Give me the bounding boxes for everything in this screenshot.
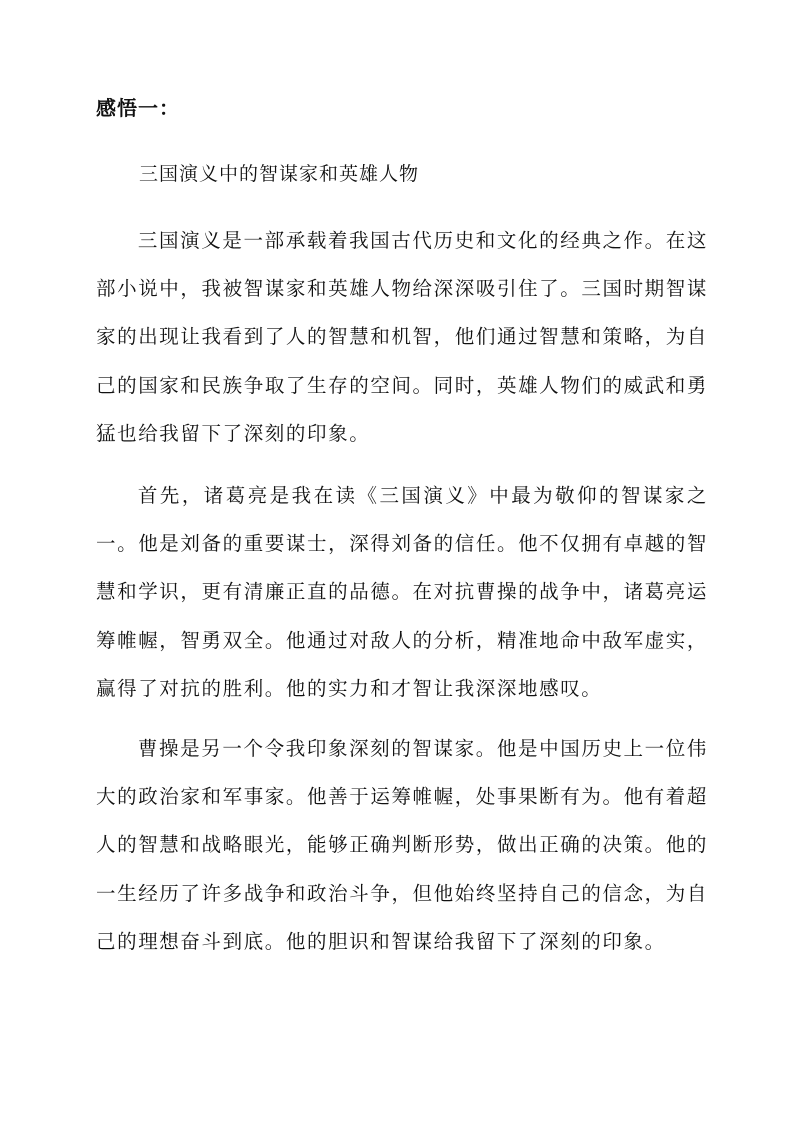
essay-subtitle: 三国演义中的智谋家和英雄人物	[139, 163, 420, 185]
paragraph-zhuge-liang: 首先，诸葛亮是我在读《三国演义》中最为敬仰的智谋家之一。他是刘备的重要谋士，深得刘备的信任。他不仅拥有卓越的智慧和学识，更有清廉正直的品德。在对抗曹操的战争中，诸葛亮运筹帷幄，智勇双全。他通过对敌人的分析，精准地命中敌军虚实，赢得了对抗的胜利。他的实力和才智让我深深地感叹。	[96, 484, 708, 700]
paragraph-intro: 三国演义是一部承载着我国古代历史和文化的经典之作。在这部小说中，我被智谋家和英雄人物给深深吸引住了。三国时期智谋家的出现让我看到了人的智慧和机智，他们通过智慧和策略，为自己的国家和民族争取了生存的空间。同时，英雄人物们的威武和勇猛也给我留下了深刻的印象。	[96, 229, 708, 445]
paragraph-cao-cao: 曹操是另一个令我印象深刻的智谋家。他是中国历史上一位伟大的政治家和军事家。他善于运筹帷幄，处事果断有为。他有着超人的智慧和战略眼光，能够正确判断形势，做出正确的决策。他的一生经历了许多战争和政治斗争，但他始终坚持自己的信念，为自己的理想奋斗到底。他的胆识和智谋给我留下了深刻的印象。	[96, 737, 708, 953]
section-heading: 感悟一：	[96, 96, 180, 120]
